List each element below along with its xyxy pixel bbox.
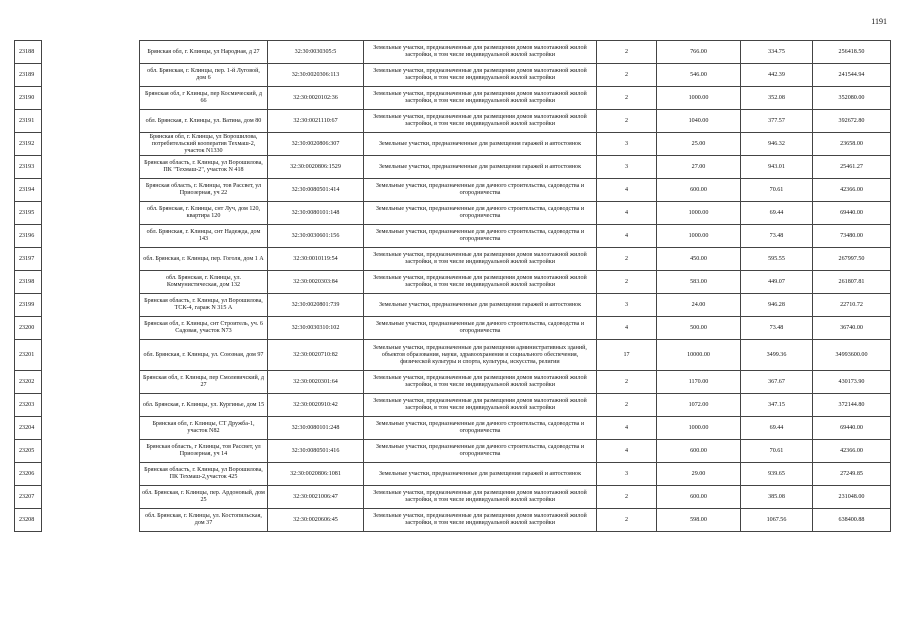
- cadastral-number-cell: 32:30:0021006:47: [268, 486, 364, 509]
- table-row: [15, 371, 891, 394]
- specific-value-cell: 69.44: [741, 202, 813, 225]
- cadastral-number-cell: 32:30:0020102:36: [268, 87, 364, 110]
- area-cell: 766.00: [657, 41, 741, 64]
- row-number-cell: 23206: [15, 463, 42, 486]
- row-number-cell: 23188: [15, 41, 42, 64]
- blank-cell: [42, 133, 140, 156]
- land-use-cell: Земельные участки, предназначенные для дачного строительства, садоводства и огородничества: [364, 417, 597, 440]
- land-use-cell: Земельные участки, предназначенные для размещения домов малоэтажной жилой застройки, в том числе индивидуальной жилой застройки: [364, 371, 597, 394]
- group-cell: 2: [597, 248, 657, 271]
- cadastral-value-cell: 231048.00: [813, 486, 891, 509]
- cadastral-value-cell: 372144.80: [813, 394, 891, 417]
- cadastral-number-cell: 32:30:0030305:5: [268, 41, 364, 64]
- area-cell: 10000.00: [657, 340, 741, 371]
- cadastral-value-cell: 36740.00: [813, 317, 891, 340]
- group-cell: 2: [597, 110, 657, 133]
- address-cell: обл. Брянская, г. Клинцы, ул. Ватина, дом 80: [140, 110, 268, 133]
- row-number-cell: 23191: [15, 110, 42, 133]
- land-use-cell: Земельные участки, предназначенные для размещения домов малоэтажной жилой застройки, в том числе индивидуальной жилой застройки: [364, 41, 597, 64]
- specific-value-cell: 73.48: [741, 317, 813, 340]
- cadastral-value-cell: 42366.00: [813, 179, 891, 202]
- specific-value-cell: 352.08: [741, 87, 813, 110]
- cadastral-value-cell: 34993600.00: [813, 340, 891, 371]
- address-cell: Брянская обл, г Клинцы, пер Космический, д 66: [140, 87, 268, 110]
- area-cell: 27.00: [657, 156, 741, 179]
- specific-value-cell: 946.32: [741, 133, 813, 156]
- land-use-cell: Земельные участки, предназначенные для размещения домов малоэтажной жилой застройки, в том числе индивидуальной жилой застройки: [364, 394, 597, 417]
- cadastral-value-cell: 430173.90: [813, 371, 891, 394]
- land-use-cell: Земельные участки, предназначенные для размещения домов малоэтажной жилой застройки, в том числе индивидуальной жилой застройки: [364, 509, 597, 532]
- address-cell: обл. Брянская, г. Клинцы, пер. 1-й Луговой, дом 6: [140, 64, 268, 87]
- cadastral-number-cell: 32:30:0020910:42: [268, 394, 364, 417]
- land-use-cell: Земельные участки, предназначенные для дачного строительства, садоводства и огородничества: [364, 202, 597, 225]
- row-number-cell: 23189: [15, 64, 42, 87]
- address-cell: Брянская обл, г. Клинцы, СТ Дружба-1, участок N82: [140, 417, 268, 440]
- blank-cell: [42, 294, 140, 317]
- specific-value-cell: 377.57: [741, 110, 813, 133]
- address-cell: Брянская область, г. Клинцы, ул Ворошилова, ТСК-4, гараж N 315 А: [140, 294, 268, 317]
- specific-value-cell: 385.08: [741, 486, 813, 509]
- group-cell: 2: [597, 486, 657, 509]
- address-cell: обл. Брянская, г. Клинцы, ул. Союзная, дом 97: [140, 340, 268, 371]
- blank-cell: [42, 41, 140, 64]
- blank-cell: [42, 509, 140, 532]
- group-cell: 3: [597, 156, 657, 179]
- blank-cell: [42, 463, 140, 486]
- area-cell: 1072.00: [657, 394, 741, 417]
- cadastral-number-cell: 32:30:0020806:307: [268, 133, 364, 156]
- blank-cell: [42, 202, 140, 225]
- area-cell: 25.00: [657, 133, 741, 156]
- specific-value-cell: 449.07: [741, 271, 813, 294]
- area-cell: 600.00: [657, 179, 741, 202]
- cadastral-value-cell: 256418.50: [813, 41, 891, 64]
- area-cell: 1000.00: [657, 87, 741, 110]
- address-cell: обл. Брянская, г. Клинцы, снт Надежда, дом 143: [140, 225, 268, 248]
- cadastral-value-cell: 638400.88: [813, 509, 891, 532]
- blank-cell: [42, 156, 140, 179]
- table-row: [15, 440, 891, 463]
- specific-value-cell: 943.01: [741, 156, 813, 179]
- specific-value-cell: 70.61: [741, 179, 813, 202]
- cadastral-number-cell: 32:30:0080501:416: [268, 440, 364, 463]
- area-cell: 1000.00: [657, 225, 741, 248]
- cadastral-value-cell: 23658.00: [813, 133, 891, 156]
- page-number: 1191: [871, 17, 887, 26]
- group-cell: 3: [597, 294, 657, 317]
- row-number-cell: 23192: [15, 133, 42, 156]
- row-number-cell: 23204: [15, 417, 42, 440]
- area-cell: 29.00: [657, 463, 741, 486]
- specific-value-cell: 69.44: [741, 417, 813, 440]
- table-row: [15, 110, 891, 133]
- address-cell: Брянская область, г. Клинцы, тов Рассвет, ул Приозерная, уч 22: [140, 179, 268, 202]
- land-use-cell: Земельные участки, предназначенные для размещения домов малоэтажной жилой застройки, в том числе индивидуальной жилой застройки: [364, 64, 597, 87]
- table-row: [15, 271, 891, 294]
- area-cell: 600.00: [657, 486, 741, 509]
- row-number-cell: 23193: [15, 156, 42, 179]
- table-row: [15, 248, 891, 271]
- table-row: [15, 486, 891, 509]
- row-number-cell: 23205: [15, 440, 42, 463]
- blank-cell: [42, 317, 140, 340]
- group-cell: 17: [597, 340, 657, 371]
- area-cell: 450.00: [657, 248, 741, 271]
- table-row: [15, 133, 891, 156]
- group-cell: 2: [597, 41, 657, 64]
- table-row: [15, 294, 891, 317]
- cadastral-number-cell: 32:30:0020303:84: [268, 271, 364, 294]
- row-number-cell: 23199: [15, 294, 42, 317]
- cadastral-value-cell: 69440.00: [813, 202, 891, 225]
- cadastral-number-cell: 32:30:0030601:156: [268, 225, 364, 248]
- blank-cell: [42, 87, 140, 110]
- row-number-cell: 23195: [15, 202, 42, 225]
- blank-cell: [42, 371, 140, 394]
- cadastral-number-cell: 32:30:0020301:64: [268, 371, 364, 394]
- row-number-cell: 23197: [15, 248, 42, 271]
- specific-value-cell: 73.48: [741, 225, 813, 248]
- land-use-cell: Земельные участки, предназначенные для размещения гаражей и автостоянок: [364, 463, 597, 486]
- cadastral-value-cell: 392672.80: [813, 110, 891, 133]
- table-row: [15, 179, 891, 202]
- address-cell: Брянская область, г. Клинцы, ул Ворошилова, ПК Техмаш-2,участок 425: [140, 463, 268, 486]
- row-number-cell: 23196: [15, 225, 42, 248]
- specific-value-cell: 939.65: [741, 463, 813, 486]
- land-use-cell: Земельные участки, предназначенные для размещения гаражей и автостоянок: [364, 156, 597, 179]
- address-cell: обл. Брянская, г. Клинцы, ул. Кургинье, дом 15: [140, 394, 268, 417]
- group-cell: 3: [597, 463, 657, 486]
- group-cell: 2: [597, 394, 657, 417]
- table-row: [15, 509, 891, 532]
- group-cell: 4: [597, 317, 657, 340]
- area-cell: 1040.00: [657, 110, 741, 133]
- row-number-cell: 23203: [15, 394, 42, 417]
- group-cell: 4: [597, 179, 657, 202]
- group-cell: 2: [597, 87, 657, 110]
- row-number-cell: 23201: [15, 340, 42, 371]
- address-cell: обл. Брянская, г. Клинцы, ул. Костопильская, дом 37: [140, 509, 268, 532]
- area-cell: 500.00: [657, 317, 741, 340]
- blank-cell: [42, 64, 140, 87]
- area-cell: 600.00: [657, 440, 741, 463]
- cadastral-number-cell: 32:30:0020710:82: [268, 340, 364, 371]
- cadastral-value-cell: 352080.00: [813, 87, 891, 110]
- blank-cell: [42, 110, 140, 133]
- address-cell: обл. Брянская, г. Клинцы, снт Луч, дом 120, квартира 120: [140, 202, 268, 225]
- specific-value-cell: 347.15: [741, 394, 813, 417]
- table-row: [15, 156, 891, 179]
- land-use-cell: Земельные участки, предназначенные для размещения домов малоэтажной жилой застройки, в том числе индивидуальной жилой застройки: [364, 110, 597, 133]
- cadastral-number-cell: 32:30:0020306:113: [268, 64, 364, 87]
- specific-value-cell: 595.55: [741, 248, 813, 271]
- cadastral-number-cell: 32:30:0020806:1081: [268, 463, 364, 486]
- table-row: [15, 41, 891, 64]
- area-cell: 598.00: [657, 509, 741, 532]
- land-use-cell: Земельные участки, предназначенные для размещения домов малоэтажной жилой застройки, в том числе индивидуальной жилой застройки: [364, 248, 597, 271]
- land-use-cell: Земельные участки, предназначенные для размещения домов малоэтажной жилой застройки, в том числе индивидуальной жилой застройки: [364, 87, 597, 110]
- cadastral-number-cell: 32:30:0020806:1529: [268, 156, 364, 179]
- group-cell: 2: [597, 371, 657, 394]
- cadastral-number-cell: 32:30:0080501:414: [268, 179, 364, 202]
- table-row: [15, 87, 891, 110]
- table-row: [15, 317, 891, 340]
- cadastral-number-cell: 32:30:0080101:148: [268, 202, 364, 225]
- cadastral-number-cell: 32:30:0080101:248: [268, 417, 364, 440]
- area-cell: 546.00: [657, 64, 741, 87]
- cadastral-value-cell: 25461.27: [813, 156, 891, 179]
- area-cell: 1170.00: [657, 371, 741, 394]
- row-number-cell: 23190: [15, 87, 42, 110]
- cadastral-value-cell: 42366.00: [813, 440, 891, 463]
- blank-cell: [42, 417, 140, 440]
- table-row: [15, 202, 891, 225]
- specific-value-cell: 3499.36: [741, 340, 813, 371]
- cadastral-number-cell: 32:30:0020801:739: [268, 294, 364, 317]
- address-cell: обл. Брянская, г. Клинцы, пер. Гоголя, дом 1 А: [140, 248, 268, 271]
- blank-cell: [42, 225, 140, 248]
- cadastral-value-table: [14, 40, 891, 532]
- blank-cell: [42, 440, 140, 463]
- cadastral-value-cell: 27249.85: [813, 463, 891, 486]
- blank-cell: [42, 486, 140, 509]
- row-number-cell: 23208: [15, 509, 42, 532]
- address-cell: Брянская обл, г. Клинцы, ул Народная, д 27: [140, 41, 268, 64]
- group-cell: 3: [597, 133, 657, 156]
- land-use-cell: Земельные участки, предназначенные для дачного строительства, садоводства и огородничества: [364, 317, 597, 340]
- group-cell: 4: [597, 417, 657, 440]
- group-cell: 4: [597, 202, 657, 225]
- blank-cell: [42, 394, 140, 417]
- address-cell: обл. Брянская, г. Клинцы, ул. Коммунистическая, дом 132: [140, 271, 268, 294]
- blank-cell: [42, 248, 140, 271]
- address-cell: обл. Брянская, г. Клинцы, пер. Ардоновый, дом 25: [140, 486, 268, 509]
- table-row: [15, 463, 891, 486]
- specific-value-cell: 442.39: [741, 64, 813, 87]
- group-cell: 4: [597, 440, 657, 463]
- blank-cell: [42, 179, 140, 202]
- area-cell: 583.00: [657, 271, 741, 294]
- cadastral-value-cell: 241544.94: [813, 64, 891, 87]
- row-number-cell: 23202: [15, 371, 42, 394]
- table-body: [15, 41, 891, 532]
- land-use-cell: Земельные участки, предназначенные для размещения домов малоэтажной жилой застройки, в том числе индивидуальной жилой застройки: [364, 271, 597, 294]
- land-use-cell: Земельные участки, предназначенные для размещения административных зданий, объектов образования, науки, здравоохранения и социального обеспечения, физической культуры и спорта, культуры, искусства, религии: [364, 340, 597, 371]
- table-row: [15, 394, 891, 417]
- cadastral-value-cell: 267997.50: [813, 248, 891, 271]
- specific-value-cell: 367.67: [741, 371, 813, 394]
- cadastral-value-cell: 261807.81: [813, 271, 891, 294]
- row-number-cell: 23200: [15, 317, 42, 340]
- cadastral-number-cell: 32:30:0010119:54: [268, 248, 364, 271]
- area-cell: 1000.00: [657, 202, 741, 225]
- area-cell: 24.00: [657, 294, 741, 317]
- group-cell: 2: [597, 509, 657, 532]
- land-use-cell: Земельные участки, предназначенные для дачного строительства, садоводства и огородничества: [364, 225, 597, 248]
- group-cell: 2: [597, 271, 657, 294]
- land-use-cell: Земельные участки, предназначенные для дачного строительства, садоводства и огородничества: [364, 179, 597, 202]
- table-row: [15, 64, 891, 87]
- table-row: [15, 225, 891, 248]
- cadastral-value-cell: 69440.00: [813, 417, 891, 440]
- blank-cell: [42, 271, 140, 294]
- address-cell: Брянская обл, г. Клинцы, снт Строитель, уч. 6 Садовая, участок N73: [140, 317, 268, 340]
- cadastral-number-cell: 32:30:0030310:102: [268, 317, 364, 340]
- specific-value-cell: 946.28: [741, 294, 813, 317]
- blank-cell: [42, 340, 140, 371]
- cadastral-value-cell: 73480.00: [813, 225, 891, 248]
- land-use-cell: Земельные участки, предназначенные для размещения гаражей и автостоянок: [364, 133, 597, 156]
- group-cell: 4: [597, 225, 657, 248]
- table-row: [15, 417, 891, 440]
- specific-value-cell: 334.75: [741, 41, 813, 64]
- specific-value-cell: 1067.56: [741, 509, 813, 532]
- address-cell: Брянская область, г Клинцы, тов Рассвет, ул Приозерная, уч 14: [140, 440, 268, 463]
- table-row: [15, 340, 891, 371]
- cadastral-number-cell: 32:30:0020606:45: [268, 509, 364, 532]
- area-cell: 1000.00: [657, 417, 741, 440]
- land-use-cell: Земельные участки, предназначенные для размещения домов малоэтажной жилой застройки, в том числе индивидуальной жилой застройки: [364, 486, 597, 509]
- specific-value-cell: 70.61: [741, 440, 813, 463]
- group-cell: 2: [597, 64, 657, 87]
- cadastral-value-cell: 22710.72: [813, 294, 891, 317]
- address-cell: Брянская обл, г. Клинцы, пер Смолевичский, д 27: [140, 371, 268, 394]
- address-cell: Брянская обл, г. Клинцы, ул Ворошилова, потребительский кооператив Техмаш-2, участок N1330: [140, 133, 268, 156]
- land-use-cell: Земельные участки, предназначенные для размещения гаражей и автостоянок: [364, 294, 597, 317]
- land-use-cell: Земельные участки, предназначенные для дачного строительства, садоводства и огородничества: [364, 440, 597, 463]
- row-number-cell: 23194: [15, 179, 42, 202]
- row-number-cell: 23198: [15, 271, 42, 294]
- cadastral-number-cell: 32:30:0021110:67: [268, 110, 364, 133]
- row-number-cell: 23207: [15, 486, 42, 509]
- address-cell: Брянская область, г. Клинцы, ул Ворошилова, ПК "Техмаш-2", участок N 418: [140, 156, 268, 179]
